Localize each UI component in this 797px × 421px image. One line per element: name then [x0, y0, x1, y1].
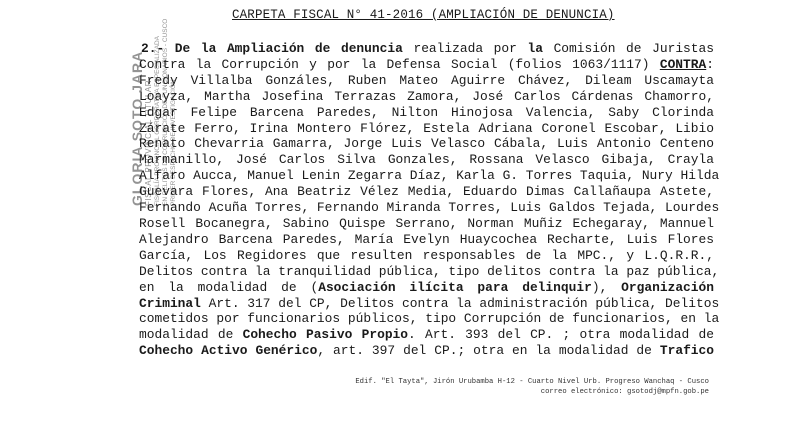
paragraph-line	[139, 295, 720, 312]
text-run: . Art. 393 del CP. ; otra modalidad de	[408, 327, 714, 343]
text-run: realizada por	[402, 41, 528, 56]
paragraph-line	[139, 343, 714, 359]
stamp-office-detail: EN DELITOS DE CORRUPCIÓN DE FUNCIONARIOS - CUSCO	[162, 18, 169, 206]
stamp-name: GLORIA SOTO JARA	[129, 50, 145, 206]
text-run: García, Los Regidores que resulten responsables de la MPC., y L.Q.R.R.,	[139, 247, 714, 263]
text-run: Alejandro Barcena Paredes, María Evelyn Huaycochea Recharte, Luis Flores	[139, 231, 714, 247]
paragraph-line	[139, 57, 714, 73]
paragraph-line	[139, 184, 714, 200]
stamp-office: FISCALÍA PROVINCIAL CORPORATIVA ESPECIALIZADA	[154, 35, 161, 206]
stamp-dispatch: PRIMER DESPACHO DE INVESTIGACIÓN	[170, 79, 177, 206]
text-run: Alfaro Aucca, Manuel Lenin Zegarra Díaz, Karla G. Torres Taquia, Nury Hilda	[139, 168, 720, 184]
text-run: Edgar Felipe Barcena Paredes, Nilton Hinojosa Valencia, Saby Clorinda	[139, 104, 714, 120]
paragraph-line	[139, 105, 714, 121]
text-run: Criminal	[139, 295, 201, 311]
text-run: Rosell Bocanegra, Sabino Quispe Serrano, Norman Muñiz Echegaray, Mannuel	[139, 215, 714, 231]
paragraph-line	[139, 232, 714, 248]
paragraph-line	[139, 152, 714, 168]
text-run: Art. 317 del CP, Delitos contra la administración pública, Delitos	[200, 295, 720, 311]
text-run: Cohecho Pasivo Propio	[242, 327, 409, 343]
paragraph-line	[139, 121, 714, 137]
paragraph-line	[139, 41, 714, 57]
text-run: Contra la Corrupción y por la Defensa Social (folios 1063/1117)	[139, 56, 660, 72]
text-run: Marmanillo, José Carlos Silva Gonzales, Rossana Velasco Gibaja, Crayla	[139, 152, 714, 168]
text-run: Loayza, Martha Josefina Terrazas Zamora, José Carlos Cárdenas Chamorro,	[139, 88, 714, 104]
text-run: modalidad de	[139, 327, 243, 343]
text-run: Organización	[621, 279, 714, 295]
paragraph-line	[139, 327, 714, 343]
paragraph-line	[139, 200, 720, 216]
text-run: Fernando Acuña Torres, Fernando Miranda Torres, Luis Galdos Tejada, Lourdes	[139, 200, 720, 216]
text-run: Fredy Villalba Gonzáles, Ruben Mateo Aguirre Chávez, Dileam Uscamayta	[139, 72, 714, 88]
text-run: CONTRA	[659, 56, 707, 72]
text-run: Trafico	[659, 343, 715, 359]
text-run: Delitos contra la tranquilidad pública, tipo delitos contra la paz pública,	[139, 263, 720, 279]
page-footer	[313, 378, 709, 397]
text-run: , art. 397 del CP.; otra en la modalidad de	[317, 343, 660, 359]
text-run: Comisión de Juristas	[542, 41, 714, 56]
paragraph-line	[139, 280, 714, 296]
text-run: la	[527, 41, 543, 56]
text-run: en la modalidad de (	[139, 279, 319, 295]
paragraph-line	[139, 248, 714, 264]
text-run: :	[706, 56, 714, 72]
text-run: cometidos por funcionarios públicos, tipo Corrupción de funcionarios, en la	[139, 311, 720, 327]
paragraph-line	[139, 136, 714, 152]
complaint-paragraph	[139, 41, 720, 359]
paragraph-line	[139, 73, 714, 89]
text-run: ),	[591, 279, 622, 295]
stamp-title: FISCAL PROVINCIAL TITULAR	[144, 79, 153, 206]
text-run: Zárate Ferro, Irina Montero Flórez, Estela Adriana Coronel Escobar, Libio	[139, 120, 714, 136]
text-run: 2.- De la Ampliación de denuncia	[141, 41, 403, 56]
paragraph-line	[139, 263, 720, 280]
text-run: Cohecho Activo Genérico	[139, 343, 318, 359]
footer-email: correo electrónico: gsotodj@mpfn.gob.pe	[540, 387, 709, 396]
document-header: CARPETA FISCAL N° 41-2016 (AMPLIACIÓN DE DENUNCIA)	[232, 8, 615, 22]
text-run: Renato Chevarria Gamarra, Jorge Luis Velasco Cábala, Luis Antonio Centeno	[139, 136, 714, 152]
paragraph-line	[139, 168, 720, 184]
footer-address: Edif. "El Tayta", Jirón Urubamba H-12 - Cuarto Nivel Urb. Progreso Wanchaq - Cusco	[355, 378, 709, 386]
paragraph-line	[139, 311, 720, 327]
text-run: Guevara Flores, Ana Beatriz Vélez Media, Eduardo Dimas Callañaupa Astete,	[139, 184, 714, 200]
paragraph-line	[139, 216, 714, 232]
text-run: Asociación ilícita para delinquir	[318, 279, 592, 295]
paragraph-line	[139, 89, 714, 105]
